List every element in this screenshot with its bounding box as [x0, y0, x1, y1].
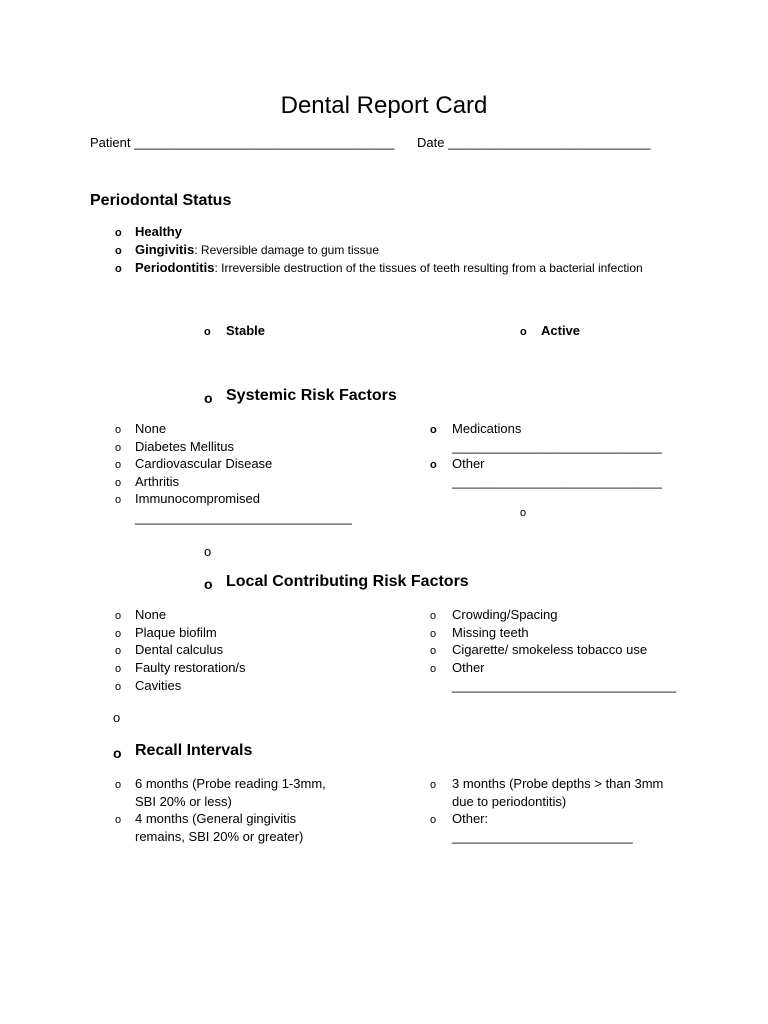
bullet-marker: o: [115, 459, 122, 471]
bullet-marker: o: [113, 745, 122, 761]
status-healthy: Healthy: [135, 224, 182, 239]
status-stable: Stable: [226, 323, 266, 338]
date-field[interactable]: [417, 135, 651, 150]
status-gingivitis: [135, 242, 379, 257]
systemic-item: Arthritis: [135, 474, 180, 489]
systemic-item: Immunocompromised: [135, 491, 260, 506]
bullet-marker: o: [520, 326, 527, 338]
bullet-marker: o: [115, 681, 122, 693]
date-blank-line: ____________________________: [448, 135, 651, 150]
systemic-item: Cardiovascular Disease: [135, 456, 273, 471]
page-title: Dental Report Card: [280, 92, 488, 119]
patient-field[interactable]: [90, 135, 394, 150]
systemic-item: Diabetes Mellitus: [135, 439, 234, 454]
local-item: Plaque biofilm: [135, 625, 217, 640]
status-gingivitis-term: Gingivitis: [135, 242, 195, 257]
medications-blank-line[interactable]: _____________________________: [452, 439, 662, 454]
other-blank-line[interactable]: _____________________________: [452, 474, 662, 489]
systemic-item: None: [135, 421, 167, 436]
recall-item-line: remains, SBI 20% or greater): [135, 829, 304, 844]
status-periodontitis: [135, 260, 643, 275]
bullet-marker: o: [115, 628, 122, 640]
recall-item-line: 4 months (General gingivitis: [135, 811, 297, 826]
local-item: Cigarette/ smokeless tobacco use: [452, 642, 648, 657]
bullet-marker: o: [115, 814, 122, 826]
recall-item-line: 3 months (Probe depths > than 3mm: [452, 776, 664, 791]
local-other-blank-line[interactable]: _______________________________: [452, 678, 677, 693]
bullet-marker: o: [430, 459, 437, 471]
date-label: Date: [417, 135, 445, 150]
bullet-marker: o: [430, 628, 437, 640]
local-item: Other: [452, 660, 485, 675]
bullet-marker: o: [430, 645, 437, 657]
local-heading: Local Contributing Risk Factors: [226, 573, 469, 590]
systemic-heading: Systemic Risk Factors: [226, 387, 397, 404]
bullet-marker: o: [115, 663, 122, 675]
status-periodontitis-desc: : Irreversible destruction of the tissues of teeth resulting from a bacterial infection: [214, 261, 643, 275]
local-item: Crowding/Spacing: [452, 607, 558, 622]
bullet-marker: o: [204, 544, 212, 559]
bullet-marker: o: [115, 263, 122, 275]
local-item: None: [135, 607, 167, 622]
status-gingivitis-desc: : Reversible damage to gum tissue: [194, 243, 379, 257]
systemic-item: Other: [452, 456, 485, 471]
patient-label: Patient: [90, 135, 131, 150]
bullet-marker: o: [113, 710, 121, 725]
bullet-marker: o: [115, 610, 122, 622]
bullet-marker: o: [204, 576, 213, 592]
bullet-marker: o: [115, 442, 122, 454]
bullet-marker: o: [115, 245, 122, 257]
recall-item-line: Other:: [452, 811, 489, 826]
recall-other-blank-line[interactable]: _________________________: [452, 829, 633, 844]
status-active: Active: [541, 323, 581, 338]
bullet-marker: o: [115, 779, 122, 791]
immunocompromised-blank-line[interactable]: ______________________________: [135, 510, 352, 525]
recall-item-line: due to periodontitis): [452, 794, 567, 809]
bullet-marker: o: [115, 227, 122, 239]
local-item: Faulty restoration/s: [135, 660, 246, 675]
bullet-marker: o: [115, 645, 122, 657]
patient-blank-line: ____________________________________: [134, 135, 395, 150]
bullet-marker: o: [520, 507, 527, 519]
bullet-marker: o: [430, 814, 437, 826]
bullet-marker: o: [115, 494, 122, 506]
systemic-item: Medications: [452, 421, 522, 436]
local-item: Missing teeth: [452, 625, 529, 640]
status-periodontitis-term: Periodontitis: [135, 260, 215, 275]
bullet-marker: o: [115, 424, 122, 436]
recall-heading: Recall Intervals: [135, 742, 253, 759]
bullet-marker: o: [430, 779, 437, 791]
bullet-marker: o: [204, 326, 211, 338]
bullet-marker: o: [115, 477, 122, 489]
bullet-marker: o: [430, 663, 437, 675]
local-item: Dental calculus: [135, 642, 224, 657]
bullet-marker: o: [430, 610, 437, 622]
bullet-marker: o: [204, 390, 213, 406]
bullet-marker: o: [430, 424, 437, 436]
periodontal-heading: Periodontal Status: [90, 192, 232, 209]
recall-item-line: SBI 20% or less): [135, 794, 232, 809]
local-item: Cavities: [135, 678, 182, 693]
recall-item-line: 6 months (Probe reading 1-3mm,: [135, 776, 326, 791]
